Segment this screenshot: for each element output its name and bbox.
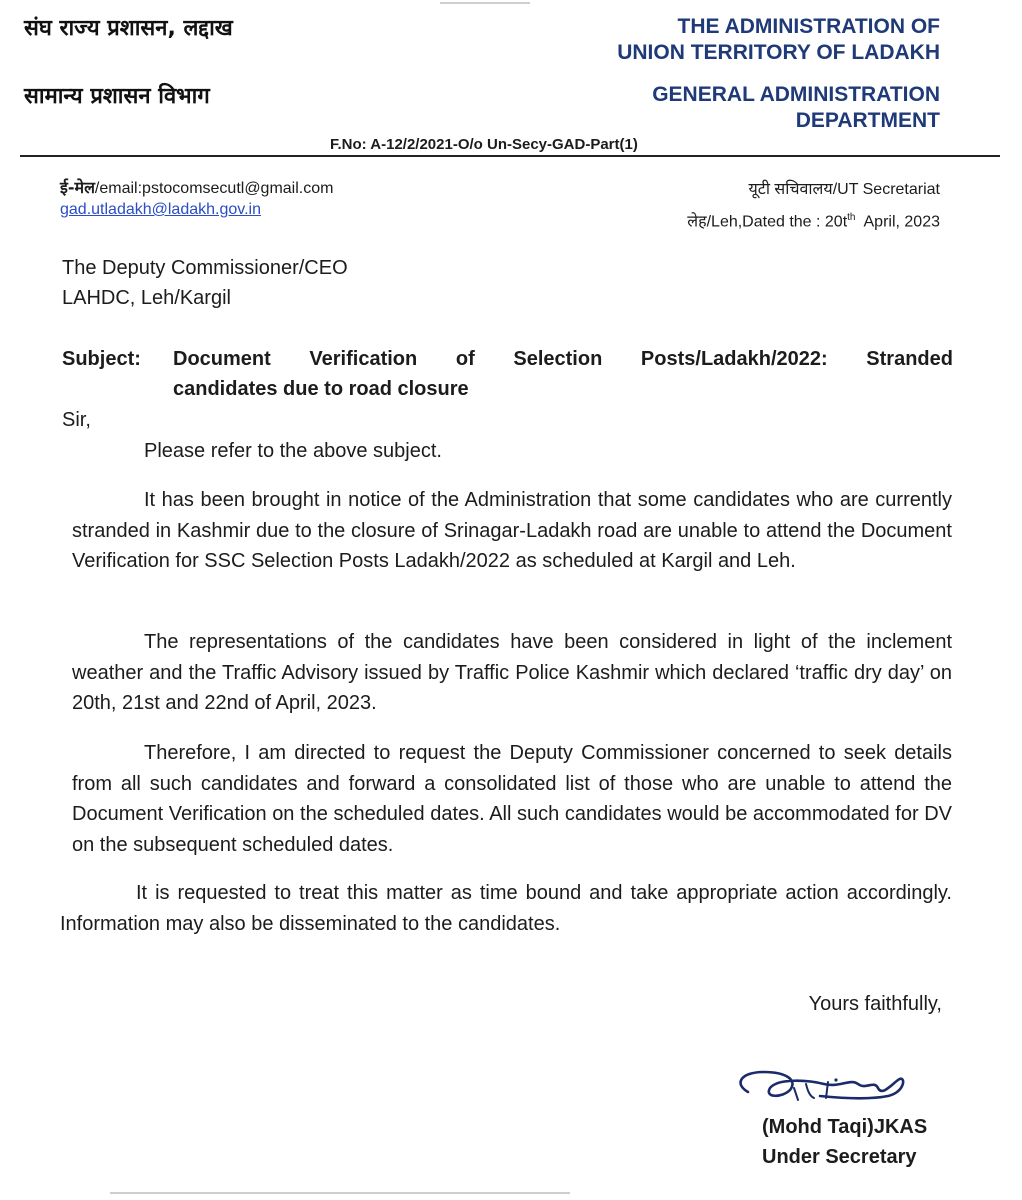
- hindi-org-name: संघ राज्य प्रशासन, लद्दाख: [24, 16, 233, 41]
- hindi-dept-name: सामान्य प्रशासन विभाग: [24, 84, 210, 109]
- contact-block: [60, 177, 333, 220]
- dept-line-2: DEPARTMENT: [795, 109, 940, 132]
- subject-line-2: candidates due to road closure: [173, 378, 469, 400]
- signatory-designation: Under Secretary: [762, 1146, 917, 1168]
- email-label-hindi: ई-मेल: [60, 178, 95, 197]
- org-line-2: UNION TERRITORY OF LADAKH: [617, 41, 940, 64]
- valediction: Yours faithfully,: [808, 993, 942, 1015]
- org-name-block: [617, 14, 940, 66]
- place-date-block: [687, 176, 940, 236]
- addressee-line-2: LAHDC, Leh/Kargil: [62, 287, 231, 309]
- signature-image: [728, 1058, 918, 1118]
- salutation: Sir,: [62, 409, 91, 431]
- place-line: यूटी सचिवालय/UT Secretariat: [748, 181, 940, 198]
- subject-label: Subject:: [62, 348, 141, 370]
- signatory-name: (Mohd Taqi)JKAS: [762, 1116, 928, 1138]
- email-primary: /email:pstocomsecutl@gmail.com: [94, 180, 334, 197]
- subject-line-1: Document Verification of Selection Posts/Ladakh/2022: Stranded: [173, 348, 953, 370]
- paragraph-1: Please refer to the above subject.: [144, 440, 442, 462]
- paragraph-3: The representations of the candidates have been considered in light of the inclement weather and the Traffic Advisory issued by Traffic Police Kashmir which declared ‘traffic dry day’ on 20th, 21st and 22nd of April, 2023.: [72, 631, 952, 714]
- org-line-1: THE ADMINISTRATION OF: [677, 15, 940, 38]
- header-divider: [20, 155, 1000, 157]
- file-number: F.No: A-12/2/2021-O/o Un-Secy-GAD-Part(1): [330, 136, 638, 153]
- dept-line-1: GENERAL ADMINISTRATION: [652, 83, 940, 106]
- top-edge-mark: [440, 2, 530, 4]
- paragraph-4: Therefore, I am directed to request the Deputy Commissioner concerned to seek details from all such candidates and forward a consolidated list of those who are unable to attend the Document Verification on the scheduled dates. All such candidates would be accommodated for DV on the subsequent scheduled dates.: [72, 742, 952, 856]
- email-secondary-link[interactable]: gad.utladakh@ladakh.gov.in: [60, 201, 261, 218]
- bottom-edge-mark: [110, 1192, 570, 1194]
- paragraph-5: It is requested to treat this matter as time bound and take appropriate action accordingly. Information may also be disseminated to the candidates.: [60, 882, 952, 935]
- dept-name-block: [652, 82, 940, 134]
- addressee-line-1: The Deputy Commissioner/CEO: [62, 257, 348, 279]
- signatory-block: [762, 1112, 927, 1172]
- date-line: लेह/Leh,Dated the : $20t^{th}$ April, 2023: [687, 212, 940, 231]
- paragraph-2: It has been brought in notice of the Administration that some candidates who are currently stranded in Kashmir due to the closure of Srinagar-Ladakh road are unable to attend the Document Verification for SSC Selection Posts Ladakh/2022 as scheduled at Kargil and Leh.: [72, 489, 952, 572]
- addressee-block: [62, 253, 348, 313]
